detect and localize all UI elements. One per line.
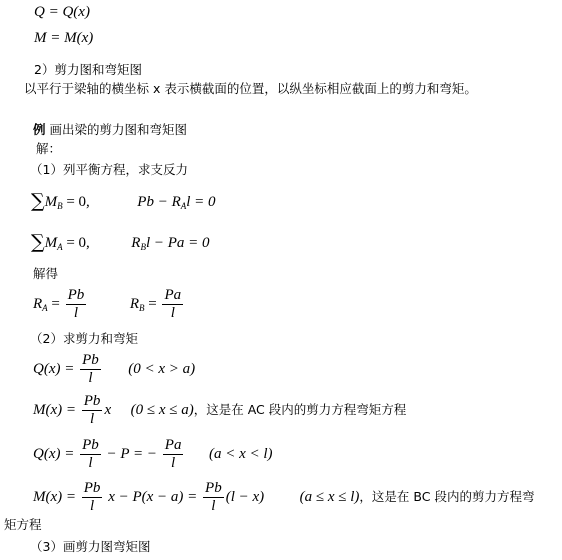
- equation-m: M = M(x): [34, 30, 94, 46]
- step-1: （1）列平衡方程，求支反力: [30, 162, 188, 177]
- example-label: 例: [33, 122, 46, 137]
- section-body: 以平行于梁轴的横坐标 x 表示横截面的位置，以纵坐标相应截面上的剪力和弯矩。: [24, 81, 477, 96]
- moment-eq-bc-wrap: 矩方程: [4, 517, 42, 532]
- moment-eq-bc: M(x) = $\frac{Pb}{l}$ x − P(x − a) = $\frac{Pb}{l}$ (l − x) (a ≤ x ≤ l)，这是在 BC 段内的剪力方程弯: [33, 480, 535, 515]
- example-title: 画出梁的剪力图和弯矩图: [49, 122, 188, 137]
- shear-eq-ac: Q(x) = $\frac{Pb}{l}$ (0 < x > a): [33, 352, 196, 387]
- reaction-forces: $R_A$ = $\frac{Pb}{l}$ $R_B$ = $\frac{Pa}{l}$: [33, 287, 182, 322]
- step-3: （3）画剪力图弯矩图: [30, 539, 151, 554]
- equation-sum-ma: $\sum M_A = 0$, $R_Bl - Pa = 0$: [31, 231, 210, 253]
- equation-sum-mb: $\sum M_B = 0$, $Pb - R_Al = 0$: [31, 190, 216, 212]
- solution-label: 解：: [36, 141, 62, 156]
- equation-q: Q = Q(x): [34, 4, 90, 20]
- example-heading: [33, 121, 187, 139]
- jiede-label: 解得: [33, 266, 59, 281]
- step-2: （2）求剪力和弯矩: [30, 331, 138, 346]
- shear-eq-bc: Q(x) = $\frac{Pb}{l}$ − P = − $\frac{Pa}{l}$ (a < x < l): [33, 437, 273, 472]
- moment-eq-ac: M(x) = $\frac{Pb}{l}$ x (0 ≤ x ≤ a)，这是在 AC 段内的剪力方程弯矩方程: [33, 393, 407, 428]
- section-title: 2）剪力图和弯矩图: [34, 62, 142, 77]
